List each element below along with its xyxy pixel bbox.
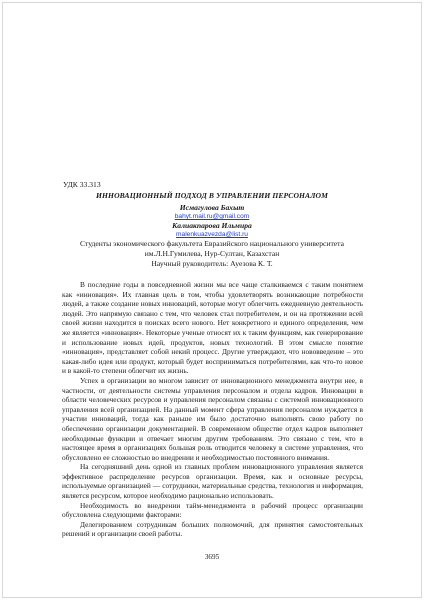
author-email[interactable]: bahyt.mail.ru@gmail.com — [174, 213, 250, 220]
paper-title: ИННОВАЦИОННЫЙ ПОДХОД В УПРАВЛЕНИИ ПЕРСОНАЛОМ — [96, 191, 328, 200]
page-number: 3695 — [204, 553, 220, 561]
paragraph: Успех в организации во многом зависит от инновационного менеджмента внутри нее, в частности, от деятельности системы управления персоналом и отдела кадров. Инновации в области человеческих ресурсов и управления персоналом связаны с системой инновационного управления всей организацией. На данный момент сфера управления персоналом нуждается в участии инноваций, тогда как раньше им было достаточно выполнять свою работу по обеспечению организации документацией. В современном обществе отдел кадров выполняет необходимые функции и отвечает многим другим требованиям. Это связано с тем, что в настоящее время в организациях большая роль отводится человеку в системе управления, что обусловлено ее сложностью во внедрении и необходимостью постоянного внимания. — [62, 375, 363, 462]
supervisor: Научный руководитель: Ауезова К. Т. — [151, 259, 273, 268]
paragraph: Делегированием сотрудникам больших полномочий, для принятия самостоятельных решений и организации своей работы. — [62, 519, 363, 539]
author-email[interactable]: malenkuazvezda@list.ru — [176, 231, 248, 238]
udk-code: УДК 33.313 — [63, 180, 101, 189]
author-name: Исмагулова Бахыт — [179, 203, 245, 212]
paragraph: В последние годы в повседневной жизни мы все чаще сталкиваемся с таким понятием как «инновация». Их главная цель в том, чтобы удовлетворять возникающие потребности людей, а также создание новых инноваций, которые могут облегчить ежедневную деятельность людей. Это напрямую связано с тем, что человек стал потребителем, и он на протяжении всей своей жизни находится в поисках всего нового. Нет конкретного и единого определения, чем же является «инновация». Некоторые ученые относят их к таким функциям, как генерирование и использование новых идей, продуктов, новых технологий. В этом смысле понятие «инновация», представляет собой некий процесс. Другие утверждают, что нововведение – это какая-либо идея или продукт, который будет восприниматься потребителями, как что-то новое и в какой-то степени облегчит их жизнь. — [62, 280, 363, 376]
affiliation-location: им.Л.Н.Гумилева, Нур-Султан, Казахстан — [144, 249, 280, 258]
paper-body — [62, 280, 363, 539]
author-name: Калиакпарова Ильмира — [172, 221, 252, 230]
paragraph: Необходимость во внедрении тайм-менеджмента в рабочий процесс организации обусловлена следующими факторами: — [62, 500, 363, 520]
paragraph: На сегодняшний день одной из главных проблем инновационного управления является эффективное распределение ресурсов организации. Время, как и основные ресурсы, используемые организацией — сотрудники, материальные средства, технология и информация, является ресурсом, которое необходимо рационально использовать. — [62, 462, 363, 501]
affiliation: Студенты экономического факультета Евразийского национального университета — [80, 239, 344, 248]
